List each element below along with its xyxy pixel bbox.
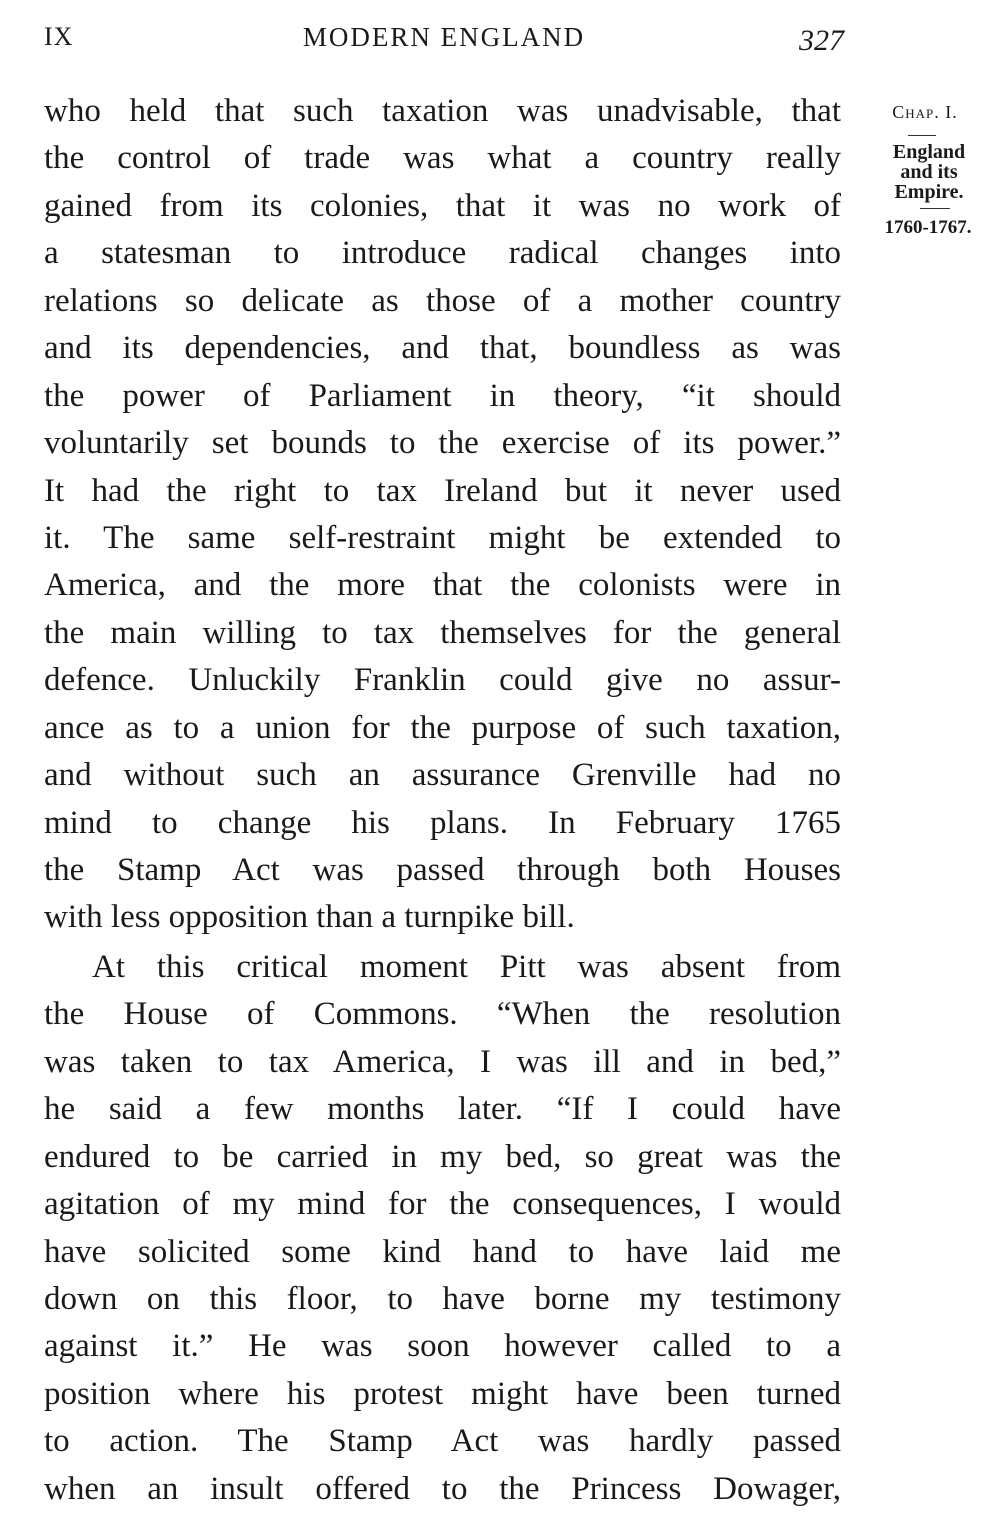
margin-sidenote bbox=[862, 102, 982, 239]
paragraph-1 bbox=[44, 88, 841, 942]
text-line: position where his protest might have been turned bbox=[44, 1375, 841, 1412]
text-line: it. The same self-restraint might be extended to bbox=[44, 519, 841, 556]
text-line: ance as to a union for the purpose of such taxation, bbox=[44, 709, 841, 746]
chapter-numeral: IX bbox=[44, 22, 74, 51]
text-line: the power of Parliament in theory, “it should bbox=[44, 377, 841, 414]
text-line: have solicited some kind hand to have laid me bbox=[44, 1233, 841, 1270]
page-number: 327 bbox=[799, 24, 844, 57]
sidenote-divider bbox=[920, 208, 950, 209]
text-line: was taken to tax America, I was ill and in bed,” bbox=[44, 1043, 841, 1080]
text-line: mind to change his plans. In February 1765 bbox=[44, 804, 841, 841]
sidenote-chapter: Chap. I. bbox=[892, 102, 958, 122]
book-title: MODERN ENGLAND bbox=[302, 22, 586, 52]
text-line: America, and the more that the colonists were in bbox=[44, 567, 841, 604]
sidenote-topic-line-1: England bbox=[892, 141, 966, 163]
text-line: the control of trade was what a country really bbox=[44, 140, 841, 177]
text-line: who held that such taxation was unadvisable, that bbox=[44, 93, 841, 129]
text-line: when an insult offered to the Princess Dowager, bbox=[44, 1470, 841, 1507]
text-line: with less opposition than a turnpike bill. bbox=[44, 899, 575, 936]
sidenote-years: 1760-1767. bbox=[884, 217, 972, 238]
text-line: It had the right to tax Ireland but it never used bbox=[44, 472, 841, 509]
text-line: voluntarily set bounds to the exercise of its power.” bbox=[44, 425, 841, 462]
text-line: against it.” He was soon however called to a bbox=[44, 1328, 841, 1365]
text-line: to action. The Stamp Act was hardly passed bbox=[44, 1423, 841, 1460]
text-line: the Stamp Act was passed through both Houses bbox=[44, 852, 841, 888]
sidenote-topic-line-3: Empire. bbox=[894, 181, 964, 203]
text-line: gained from its colonies, that it was no work of bbox=[44, 187, 841, 224]
text-line: the main willing to tax themselves for the general bbox=[44, 614, 841, 651]
text-line: a statesman to introduce radical changes into bbox=[44, 235, 841, 272]
sidenote-divider bbox=[908, 135, 936, 136]
text-line: and without such an assurance Grenville had no bbox=[44, 757, 841, 794]
running-head bbox=[44, 22, 844, 58]
text-line: and its dependencies, and that, boundless as was bbox=[44, 330, 841, 367]
text-line: the House of Commons. “When the resolution bbox=[44, 996, 841, 1033]
sidenote-topic-line-2: and its bbox=[900, 161, 958, 183]
paragraph-2 bbox=[44, 944, 841, 1513]
body-text bbox=[44, 88, 841, 1513]
text-line: down on this floor, to have borne my testimony bbox=[44, 1280, 841, 1317]
text-line: he said a few months later. “If I could have bbox=[44, 1091, 841, 1128]
text-line: relations so delicate as those of a mother country bbox=[44, 282, 841, 319]
text-line: agitation of my mind for the consequences, I would bbox=[44, 1186, 841, 1223]
text-line: defence. Unluckily Franklin could give no assur- bbox=[44, 662, 841, 699]
text-line: endured to be carried in my bed, so great was the bbox=[44, 1138, 841, 1175]
text-line: At this critical moment Pitt was absent from bbox=[92, 948, 841, 985]
